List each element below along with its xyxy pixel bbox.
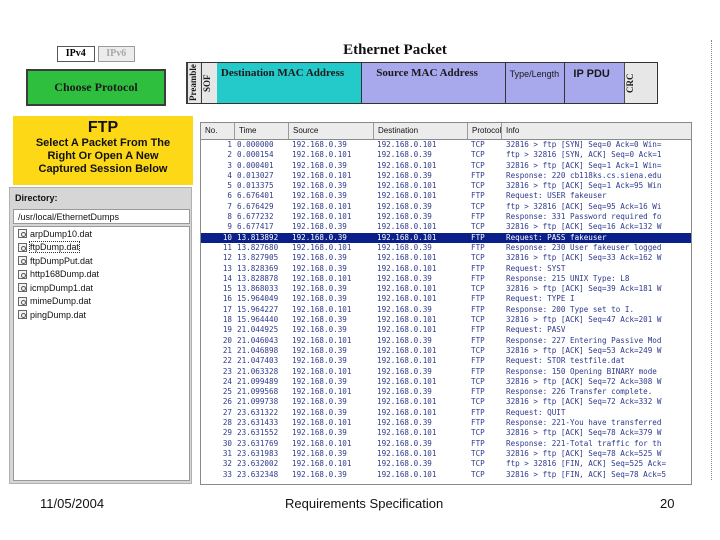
- packet-no: 20: [222, 335, 232, 345]
- ethernet-packet-diagram: [186, 62, 658, 104]
- packet-info: 32816 > ftp [ACK] Seq=47 Ack=201 W: [506, 315, 662, 325]
- file-name: ftpDumpPut.dat: [30, 255, 93, 266]
- packet-list-header: [201, 123, 691, 140]
- packet-info: 32816 > ftp [ACK] Seq=16 Ack=132 W: [506, 222, 662, 232]
- packet-row[interactable]: [201, 243, 691, 253]
- packet-no: 24: [222, 376, 232, 386]
- packet-row[interactable]: [201, 274, 691, 284]
- packet-protocol: TCP: [471, 376, 485, 386]
- packet-protocol: TCP: [471, 253, 485, 263]
- footer-date: 11/05/2004: [40, 496, 105, 511]
- packet-time: 23.632002: [237, 459, 279, 469]
- packet-info: 32816 > ftp [ACK] Seq=72 Ack=308 W: [506, 376, 662, 386]
- packet-row[interactable]: [201, 171, 691, 181]
- packet-time: 13.813892: [237, 232, 279, 242]
- directory-label: Directory:: [15, 193, 58, 203]
- packet-destination: 192.168.0.101: [377, 469, 437, 479]
- file-icon: [18, 229, 27, 238]
- packet-no: 2: [227, 150, 232, 160]
- file-name: http168Dump.dat: [30, 269, 100, 280]
- packet-info: 32816 > ftp [ACK] Seq=78 Ack=379 W: [506, 428, 662, 438]
- packet-destination: 192.168.0.101: [377, 294, 437, 304]
- packet-time: 21.046043: [237, 335, 279, 345]
- packet-source: 192.168.0.39: [292, 325, 347, 335]
- file-icon: [18, 270, 27, 279]
- packet-destination: 192.168.0.39: [377, 273, 432, 283]
- packet-time: 23.631433: [237, 418, 279, 428]
- packet-protocol: FTP: [471, 366, 485, 376]
- packet-info: Request: PASS fakeuser: [506, 232, 607, 242]
- packet-destination: 192.168.0.101: [377, 315, 437, 325]
- packet-info: 32816 > ftp [ACK] Seq=72 Ack=332 W: [506, 397, 662, 407]
- packet-info: 32816 > ftp [FIN, ACK] Seq=78 Ack=5: [506, 469, 667, 479]
- packet-protocol: FTP: [471, 325, 485, 335]
- packet-destination: 192.168.0.101: [377, 345, 437, 355]
- packet-no: 1: [227, 140, 232, 149]
- field-destination-mac[interactable]: Destination MAC Address: [217, 63, 362, 103]
- packet-info: Request: TYPE I: [506, 294, 575, 304]
- packet-no: 10: [222, 232, 232, 242]
- packet-source: 192.168.0.101: [292, 201, 352, 211]
- packet-destination: 192.168.0.101: [377, 428, 437, 438]
- field-preamble[interactable]: Preamble: [187, 63, 201, 103]
- directory-panel: [9, 187, 192, 484]
- packet-protocol: FTP: [471, 232, 485, 242]
- packet-no: 6: [227, 191, 232, 201]
- packet-time: 23.631552: [237, 428, 279, 438]
- file-list: [13, 226, 190, 481]
- packet-no: 29: [222, 428, 232, 438]
- packet-no: 4: [227, 170, 232, 180]
- packet-time: 13.827905: [237, 253, 279, 263]
- packet-row[interactable]: [201, 305, 691, 315]
- file-name: mimeDump.dat: [30, 296, 92, 307]
- packet-no: 16: [222, 294, 232, 304]
- packet-source: 192.168.0.39: [292, 469, 347, 479]
- page-edge-line: [711, 40, 713, 480]
- packet-row[interactable]: [201, 325, 691, 335]
- column-header-destination[interactable]: Destination: [374, 123, 468, 139]
- packet-destination: 192.168.0.101: [377, 222, 437, 232]
- packet-time: 6.677417: [237, 222, 274, 232]
- field-type-length[interactable]: Type/Length: [506, 63, 566, 103]
- packet-info: Response: 230 User fakeuser logged: [506, 242, 662, 252]
- packet-no: 30: [222, 438, 232, 448]
- packet-time: 21.099489: [237, 376, 279, 386]
- packet-info: ftp > 32816 [SYN, ACK] Seq=0 Ack=1: [506, 150, 662, 160]
- file-list-item[interactable]: [14, 268, 189, 282]
- packet-protocol: TCP: [471, 150, 485, 160]
- packet-protocol: FTP: [471, 418, 485, 428]
- packet-protocol: FTP: [471, 170, 485, 180]
- file-icon: [18, 243, 27, 252]
- packet-source: 192.168.0.39: [292, 284, 347, 294]
- packet-time: 23.632348: [237, 469, 279, 479]
- file-list-item[interactable]: [14, 295, 189, 309]
- packet-time: 15.964440: [237, 315, 279, 325]
- packet-protocol: FTP: [471, 242, 485, 252]
- packet-row[interactable]: [201, 284, 691, 294]
- file-list-item[interactable]: [14, 281, 189, 295]
- file-name: arpDump10.dat: [30, 228, 93, 239]
- packet-row[interactable]: [201, 222, 691, 232]
- packet-row[interactable]: [201, 150, 691, 160]
- packet-no: 32: [222, 459, 232, 469]
- column-header-protocol[interactable]: Protocol: [468, 123, 502, 139]
- packet-row[interactable]: [201, 253, 691, 263]
- column-header-no[interactable]: No.: [201, 123, 235, 139]
- packet-info: Request: SYST: [506, 263, 566, 273]
- packet-destination: 192.168.0.39: [377, 170, 432, 180]
- packet-row[interactable]: [201, 356, 691, 366]
- packet-destination: 192.168.0.101: [377, 376, 437, 386]
- file-icon: [18, 256, 27, 265]
- packet-protocol: FTP: [471, 273, 485, 283]
- packet-info: 32816 > ftp [ACK] Seq=53 Ack=249 W: [506, 345, 662, 355]
- packet-protocol: FTP: [471, 335, 485, 345]
- packet-time: 13.828369: [237, 263, 279, 273]
- packet-no: 8: [227, 212, 232, 222]
- packet-source: 192.168.0.101: [292, 170, 352, 180]
- file-list-item[interactable]: [14, 227, 189, 241]
- packet-time: 15.964049: [237, 294, 279, 304]
- packet-row[interactable]: [201, 336, 691, 346]
- packet-destination: 192.168.0.101: [377, 191, 437, 201]
- packet-no: 26: [222, 397, 232, 407]
- packet-source: 192.168.0.39: [292, 407, 347, 417]
- packet-row[interactable]: [201, 140, 691, 150]
- packet-time: 6.677232: [237, 212, 274, 222]
- packet-time: 21.099568: [237, 387, 279, 397]
- packet-row[interactable]: [201, 212, 691, 222]
- packet-destination: 192.168.0.39: [377, 335, 432, 345]
- file-list-item[interactable]: [14, 241, 189, 255]
- packet-protocol: FTP: [471, 212, 485, 222]
- packet-protocol: TCP: [471, 469, 485, 479]
- packet-destination: 192.168.0.101: [377, 160, 437, 170]
- packet-destination: 192.168.0.101: [377, 356, 437, 366]
- packet-info: Response: 221-You have transferred: [506, 418, 662, 428]
- packet-destination: 192.168.0.39: [377, 212, 432, 222]
- packet-no: 21: [222, 345, 232, 355]
- packet-source: 192.168.0.39: [292, 315, 347, 325]
- field-ip-pdu[interactable]: IP PDU: [565, 63, 625, 103]
- packet-info: Response: 331 Password required fo: [506, 212, 662, 222]
- packet-time: 0.013375: [237, 181, 274, 191]
- packet-protocol: FTP: [471, 191, 485, 201]
- tab-ipv4[interactable]: IPv4: [57, 46, 95, 62]
- packet-protocol: FTP: [471, 294, 485, 304]
- packet-info: Request: QUIT: [506, 407, 566, 417]
- packet-row[interactable]: [201, 470, 691, 480]
- packet-time: 21.047403: [237, 356, 279, 366]
- packet-time: 23.631769: [237, 438, 279, 448]
- packet-protocol: TCP: [471, 284, 485, 294]
- packet-row[interactable]: [201, 418, 691, 428]
- packet-no: 18: [222, 315, 232, 325]
- ftp-instruction-line: Captured Session Below: [38, 163, 168, 175]
- packet-row[interactable]: [201, 191, 691, 201]
- packet-no: 15: [222, 284, 232, 294]
- packet-row[interactable]: [201, 397, 691, 407]
- packet-info: ftp > 32816 [FIN, ACK] Seq=525 Ack=: [506, 459, 667, 469]
- packet-source: 192.168.0.39: [292, 294, 347, 304]
- packet-source: 192.168.0.101: [292, 387, 352, 397]
- packet-info: Response: 221-Total traffic for th: [506, 438, 662, 448]
- packet-time: 21.044925: [237, 325, 279, 335]
- packet-row[interactable]: [201, 408, 691, 418]
- packet-source: 192.168.0.39: [292, 263, 347, 273]
- packet-row[interactable]: [201, 377, 691, 387]
- packet-source: 192.168.0.101: [292, 459, 352, 469]
- packet-info: 32816 > ftp [ACK] Seq=1 Ack=1 Win=: [506, 160, 662, 170]
- packet-destination: 192.168.0.101: [377, 448, 437, 458]
- file-icon: [18, 310, 27, 319]
- packet-source: 192.168.0.39: [292, 232, 347, 242]
- packet-destination: 192.168.0.39: [377, 201, 432, 211]
- field-source-mac[interactable]: Source MAC Address: [362, 63, 505, 103]
- packet-protocol: TCP: [471, 345, 485, 355]
- packet-source: 192.168.0.101: [292, 212, 352, 222]
- packet-row[interactable]: [201, 367, 691, 377]
- packet-row[interactable]: [201, 449, 691, 459]
- packet-time: 23.631322: [237, 407, 279, 417]
- packet-info: Response: 150 Opening BINARY mode: [506, 366, 657, 376]
- packet-source: 192.168.0.39: [292, 397, 347, 407]
- packet-destination: 192.168.0.39: [377, 150, 432, 160]
- packet-destination: 192.168.0.39: [377, 366, 432, 376]
- packet-time: 21.046898: [237, 345, 279, 355]
- packet-destination: 192.168.0.101: [377, 253, 437, 263]
- column-header-time[interactable]: Time: [235, 123, 289, 139]
- packet-row[interactable]: [201, 459, 691, 469]
- field-sof[interactable]: SOF: [201, 63, 217, 103]
- packet-destination: 192.168.0.39: [377, 418, 432, 428]
- packet-destination: 192.168.0.101: [377, 407, 437, 417]
- packet-no: 33: [222, 469, 232, 479]
- packet-source: 192.168.0.101: [292, 242, 352, 252]
- column-header-source[interactable]: Source: [289, 123, 374, 139]
- packet-source: 192.168.0.39: [292, 191, 347, 201]
- packet-destination: 192.168.0.39: [377, 459, 432, 469]
- packet-time: 6.676401: [237, 191, 274, 201]
- packet-time: 13.868033: [237, 284, 279, 294]
- packet-source: 192.168.0.101: [292, 335, 352, 345]
- packet-destination: 192.168.0.101: [377, 325, 437, 335]
- packet-info: 32816 > ftp [ACK] Seq=39 Ack=181 W: [506, 284, 662, 294]
- packet-info: Request: STOR testfile.dat: [506, 356, 625, 366]
- packet-destination: 192.168.0.39: [377, 242, 432, 252]
- packet-source: 192.168.0.101: [292, 438, 352, 448]
- packet-no: 5: [227, 181, 232, 191]
- packet-no: 17: [222, 304, 232, 314]
- packet-source: 192.168.0.39: [292, 140, 347, 149]
- packet-time: 23.631983: [237, 448, 279, 458]
- packet-time: 0.013027: [237, 170, 274, 180]
- footer-page-number: 20: [660, 496, 675, 511]
- file-name: pingDump.dat: [30, 309, 87, 320]
- packet-time: 6.676429: [237, 201, 274, 211]
- ftp-title: FTP: [87, 119, 119, 136]
- packet-no: 12: [222, 253, 232, 263]
- packet-time: 21.063328: [237, 366, 279, 376]
- tab-ipv6[interactable]: IPv6: [98, 46, 136, 62]
- packet-row[interactable]: [201, 264, 691, 274]
- packet-protocol: TCP: [471, 448, 485, 458]
- packet-source: 192.168.0.39: [292, 428, 347, 438]
- packet-no: 25: [222, 387, 232, 397]
- packet-protocol: FTP: [471, 438, 485, 448]
- packet-source: 192.168.0.101: [292, 273, 352, 283]
- protocol-tabs: [57, 46, 135, 62]
- packet-info: 32816 > ftp [ACK] Seq=33 Ack=162 W: [506, 253, 662, 263]
- ftp-instruction-line: Select A Packet From The: [35, 137, 171, 149]
- packet-row[interactable]: [201, 161, 691, 171]
- file-name: ftpDump.dat: [30, 242, 80, 253]
- packet-no: 7: [227, 201, 232, 211]
- packet-info: 32816 > ftp [ACK] Seq=1 Ack=95 Win: [506, 181, 662, 191]
- packet-destination: 192.168.0.39: [377, 304, 432, 314]
- packet-protocol: FTP: [471, 407, 485, 417]
- file-list-item[interactable]: [14, 308, 189, 322]
- packet-source: 192.168.0.101: [292, 150, 352, 160]
- packet-row[interactable]: [201, 315, 691, 325]
- packet-destination: 192.168.0.101: [377, 181, 437, 191]
- packet-info: Request: USER fakeuser: [506, 191, 607, 201]
- packet-protocol: FTP: [471, 356, 485, 366]
- packet-list-body: [201, 140, 691, 480]
- packet-info: Response: 200 Type set to I.: [506, 304, 635, 314]
- packet-time: 21.099738: [237, 397, 279, 407]
- ftp-banner: [13, 116, 193, 185]
- packet-no: 19: [222, 325, 232, 335]
- packet-no: 28: [222, 418, 232, 428]
- packet-info: Request: PASV: [506, 325, 566, 335]
- packet-source: 192.168.0.39: [292, 356, 347, 366]
- packet-no: 31: [222, 448, 232, 458]
- packet-source: 192.168.0.39: [292, 181, 347, 191]
- packet-row[interactable]: [201, 202, 691, 212]
- packet-no: 23: [222, 366, 232, 376]
- packet-row[interactable]: [201, 294, 691, 304]
- packet-destination: 192.168.0.101: [377, 397, 437, 407]
- packet-info: Response: 227 Entering Passive Mod: [506, 335, 662, 345]
- packet-no: 13: [222, 263, 232, 273]
- packet-row[interactable]: [201, 346, 691, 356]
- packet-source: 192.168.0.101: [292, 418, 352, 428]
- packet-time: 15.964227: [237, 304, 279, 314]
- packet-destination: 192.168.0.101: [377, 232, 437, 242]
- packet-protocol: TCP: [471, 201, 485, 211]
- packet-protocol: TCP: [471, 459, 485, 469]
- packet-protocol: TCP: [471, 315, 485, 325]
- packet-source: 192.168.0.39: [292, 376, 347, 386]
- packet-time: 0.000154: [237, 150, 274, 160]
- packet-protocol: TCP: [471, 222, 485, 232]
- packet-source: 192.168.0.101: [292, 366, 352, 376]
- packet-protocol: FTP: [471, 263, 485, 273]
- packet-destination: 192.168.0.101: [377, 263, 437, 273]
- packet-protocol: FTP: [471, 387, 485, 397]
- packet-row[interactable]: [201, 428, 691, 438]
- packet-info: Response: 215 UNIX Type: L8: [506, 273, 630, 283]
- packet-no: 11: [222, 242, 232, 252]
- packet-no: 9: [227, 222, 232, 232]
- packet-protocol: TCP: [471, 140, 485, 149]
- packet-destination: 192.168.0.39: [377, 387, 432, 397]
- ftp-instruction-line: Right Or Open A New: [47, 150, 159, 162]
- field-crc[interactable]: CRC: [625, 63, 657, 103]
- packet-destination: 192.168.0.101: [377, 284, 437, 294]
- packet-no: 22: [222, 356, 232, 366]
- packet-destination: 192.168.0.101: [377, 140, 437, 149]
- packet-row[interactable]: [201, 233, 691, 243]
- column-header-info[interactable]: Info: [506, 126, 520, 135]
- choose-protocol-button[interactable]: Choose Protocol: [26, 69, 166, 106]
- packet-protocol: FTP: [471, 304, 485, 314]
- packet-protocol: TCP: [471, 397, 485, 407]
- packet-source: 192.168.0.39: [292, 345, 347, 355]
- packet-source: 192.168.0.39: [292, 448, 347, 458]
- packet-list-panel: [200, 122, 692, 485]
- packet-source: 192.168.0.39: [292, 222, 347, 232]
- file-icon: [18, 283, 27, 292]
- packet-destination: 192.168.0.39: [377, 438, 432, 448]
- packet-time: 0.000401: [237, 160, 274, 170]
- packet-protocol: TCP: [471, 428, 485, 438]
- file-icon: [18, 297, 27, 306]
- packet-time: 13.828878: [237, 273, 279, 283]
- packet-source: 192.168.0.101: [292, 304, 352, 314]
- packet-row[interactable]: [201, 387, 691, 397]
- packet-info: ftp > 32816 [ACK] Seq=95 Ack=16 Wi: [506, 201, 662, 211]
- packet-time: 0.000000: [237, 140, 274, 149]
- packet-row[interactable]: [201, 181, 691, 191]
- packet-info: 32816 > ftp [ACK] Seq=78 Ack=525 W: [506, 448, 662, 458]
- packet-row[interactable]: [201, 439, 691, 449]
- file-name: icmpDump1.dat: [30, 282, 94, 293]
- packet-no: 3: [227, 160, 232, 170]
- packet-no: 27: [222, 407, 232, 417]
- packet-time: 13.827680: [237, 242, 279, 252]
- packet-info: Response: 220 cb118ks.cs.siena.edu: [506, 170, 662, 180]
- packet-protocol: TCP: [471, 160, 485, 170]
- footer-title: Requirements Specification: [285, 496, 444, 511]
- packet-source: 192.168.0.39: [292, 253, 347, 263]
- directory-path-field[interactable]: /usr/local/EthernetDumps: [13, 209, 190, 224]
- packet-info: 32816 > ftp [SYN] Seq=0 Ack=0 Win=: [506, 140, 662, 149]
- file-list-item[interactable]: [14, 254, 189, 268]
- ethernet-packet-title: Ethernet Packet: [343, 42, 447, 58]
- packet-protocol: TCP: [471, 181, 485, 191]
- packet-info: Response: 226 Transfer complete.: [506, 387, 653, 397]
- packet-no: 14: [222, 273, 232, 283]
- packet-source: 192.168.0.39: [292, 160, 347, 170]
